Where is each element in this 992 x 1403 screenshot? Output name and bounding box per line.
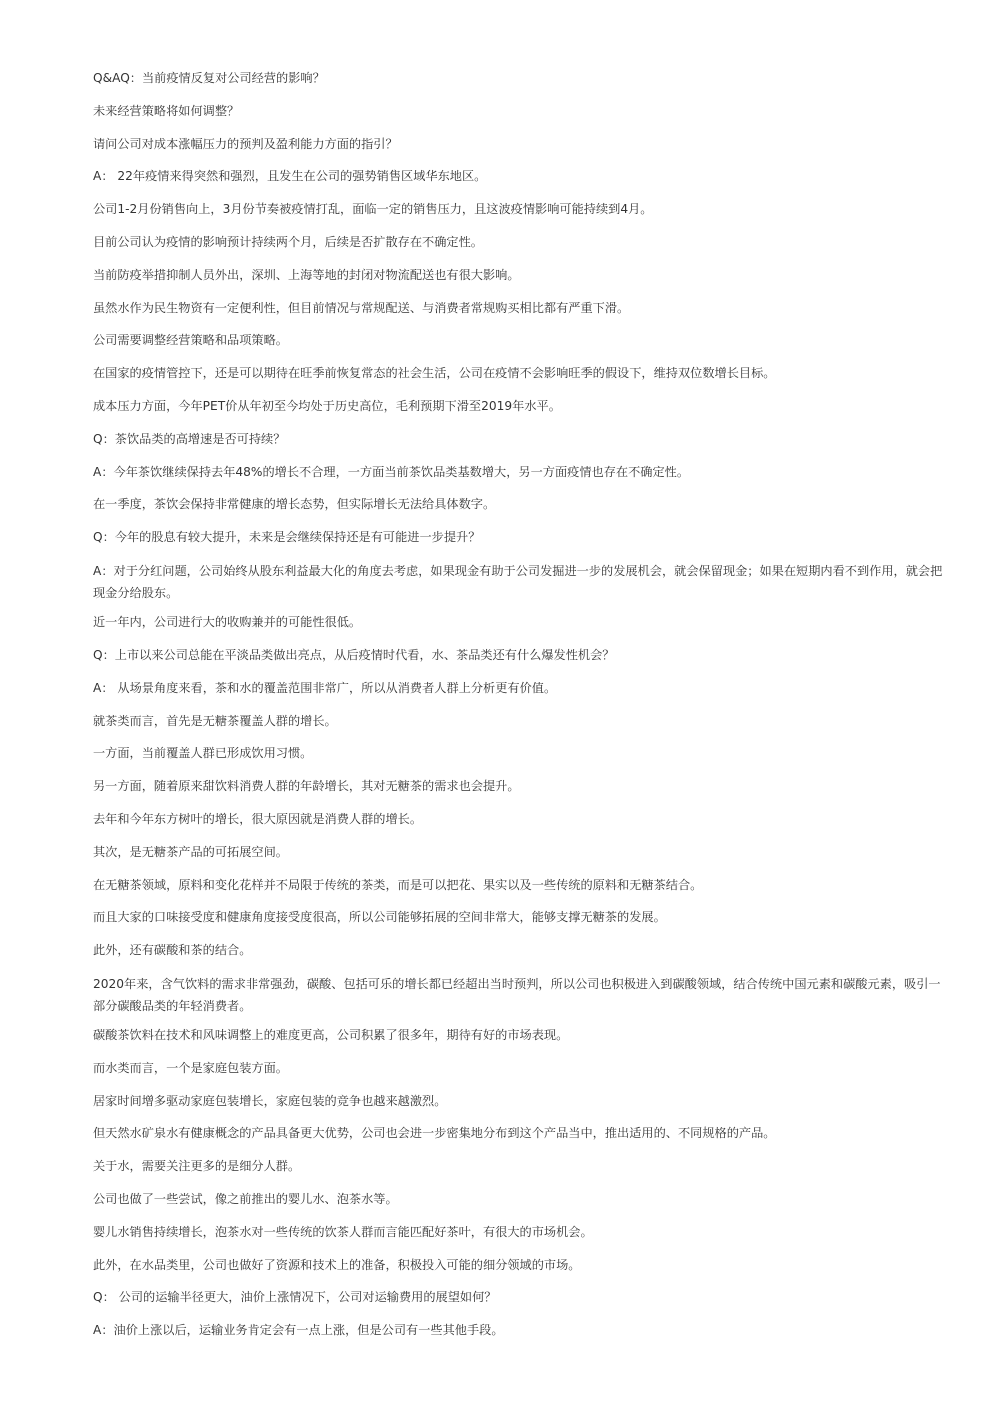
paragraph: Q：上市以来公司总能在平淡品类做出亮点，从后疫情时代看，水、茶品类还有什么爆发性机会？ [93,647,615,662]
paragraph: 公司需要调整经营策略和品项策略。 [93,333,288,348]
paragraph: 请问公司对成本涨幅压力的预判及盈利能力方面的指引？ [93,136,398,151]
paragraph: 在一季度，茶饮会保持非常健康的增长态势，但实际增长无法给具体数字。 [93,497,496,512]
paragraph: 此外，还有碳酸和茶的结合。 [93,943,252,958]
paragraph: Q：今年的股息有较大提升，未来是会继续保持还是有可能进一步提升？ [93,530,481,545]
paragraph: Q：茶饮品类的高增速是否可持续？ [93,431,286,446]
paragraph: 居家时间增多驱动家庭包装增长，家庭包装的竞争也越来越激烈。 [93,1093,447,1108]
paragraph: 但天然水矿泉水有健康概念的产品具备更大优势，公司也会进一步密集地分布到这个产品当中，推出适用的、不同规格的产品。 [93,1126,776,1141]
paragraph: 关于水，需要关注更多的是细分人群。 [93,1159,301,1174]
paragraph: A：今年茶饮继续保持去年48%的增长不合理，一方面当前茶饮品类基数增大，另一方面疫情也存在不确定性。 [93,464,690,479]
paragraph: A： 从场景角度来看，茶和水的覆盖范围非常广，所以从消费者人群上分析更有价值。 [93,680,557,695]
paragraph: 在无糖茶领域，原料和变化花样并不局限于传统的茶类，而是可以把花、果实以及一些传统的原料和无糖茶结合。 [93,877,703,892]
paragraph: 未来经营策略将如何调整？ [93,103,240,118]
paragraph: A：对于分红问题，公司始终从股东利益最大化的角度去考虑，如果现金有助于公司发掘进一步的发展机会，就会保留现金；如果在短期内看不到作用，就会把现金分给股东。 [93,563,943,600]
paragraph: Q&AQ：当前疫情反复对公司经营的影响？ [93,71,325,85]
paragraph: 此外，在水品类里，公司也做好了资源和技术上的准备，积极投入可能的细分领域的市场。 [93,1257,581,1272]
paragraph: A：油价上涨以后，运输业务肯定会有一点上涨，但是公司有一些其他手段。 [93,1323,504,1338]
paragraph: 婴儿水销售持续增长，泡茶水对一些传统的饮茶人群而言能匹配好茶叶，有很大的市场机会。 [93,1224,593,1239]
paragraph: 而且大家的口味接受度和健康角度接受度很高，所以公司能够拓展的空间非常大，能够支撑无糖茶的发展。 [93,910,666,925]
paragraph: 公司也做了一些尝试，像之前推出的婴儿水、泡茶水等。 [93,1192,398,1207]
paragraph: 一方面，当前覆盖人群已形成饮用习惯。 [93,746,313,761]
paragraph: 去年和今年东方树叶的增长，很大原因就是消费人群的增长。 [93,811,423,826]
paragraph: A： 22年疫情来得突然和强烈，且发生在公司的强势销售区域华东地区。 [93,169,487,184]
paragraph: 碳酸茶饮料在技术和风味调整上的难度更高，公司积累了很多年，期待有好的市场表现。 [93,1028,569,1043]
paragraph: 而水类而言，一个是家庭包装方面。 [93,1060,288,1075]
document-body [93,69,943,1354]
paragraph: 另一方面，随着原来甜饮料消费人群的年龄增长，其对无糖茶的需求也会提升。 [93,779,520,794]
paragraph: Q： 公司的运输半径更大，油价上涨情况下，公司对运输费用的展望如何？ [93,1290,497,1305]
paragraph: 成本压力方面，今年PET价从年初至今均处于历史高位，毛利预期下滑至2019年水平。 [93,398,561,413]
paragraph: 2020年来，含气饮料的需求非常强劲，碳酸、包括可乐的增长都已经超出当时预判，所以公司也积极进入到碳酸领域，结合传统中国元素和碳酸元素，吸引一部分碳酸品类的年轻消费者。 [93,976,941,1013]
paragraph: 目前公司认为疫情的影响预计持续两个月，后续是否扩散存在不确定性。 [93,234,483,249]
paragraph: 当前防疫举措抑制人员外出，深圳、上海等地的封闭对物流配送也有很大影响。 [93,267,520,282]
paragraph: 公司1-2月份销售向上，3月份节奏被疫情打乱，面临一定的销售压力，且这波疫情影响可能持续到4月。 [93,202,653,217]
paragraph: 其次，是无糖茶产品的可拓展空间。 [93,844,288,859]
paragraph: 虽然水作为民生物资有一定便利性，但目前情况与常规配送、与消费者常规购买相比都有严重下滑。 [93,300,630,315]
paragraph: 近一年内，公司进行大的收购兼并的可能性很低。 [93,615,362,630]
paragraph: 在国家的疫情管控下，还是可以期待在旺季前恢复常态的社会生活，公司在疫情不会影响旺季的假设下，维持双位数增长目标。 [93,366,776,381]
paragraph: 就茶类而言，首先是无糖茶覆盖人群的增长。 [93,713,337,728]
